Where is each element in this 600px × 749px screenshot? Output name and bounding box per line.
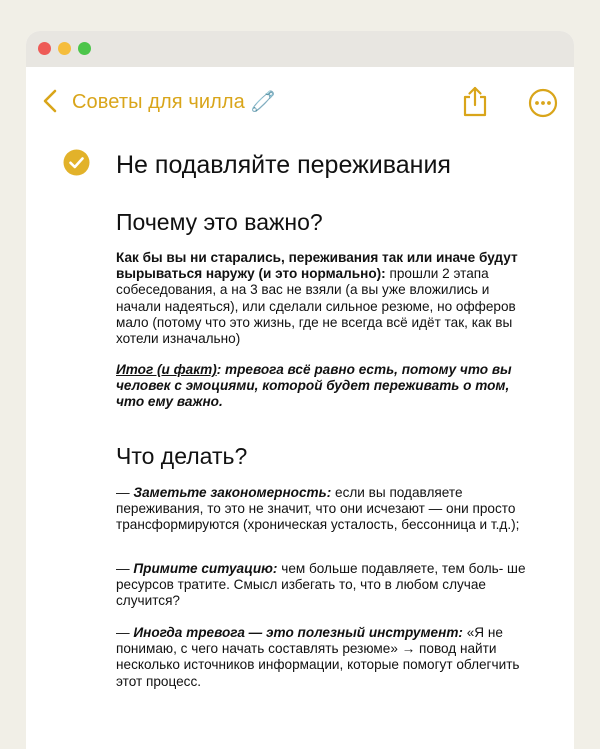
checkmark-circle-icon[interactable] xyxy=(63,149,90,176)
note-title: Не подавляйте переживания xyxy=(116,151,451,179)
minimize-window-button[interactable] xyxy=(58,42,71,55)
why-heading: Почему это важно? xyxy=(116,209,323,235)
tip-bold-text: Иногда тревога — это полезный инструмент: xyxy=(133,625,463,640)
summary-text: : тревога всё равно есть, потому что вы человек с эмоциями, которой будет переживать о том, что ему важно. xyxy=(116,362,512,410)
summary-label: Итог (и факт) xyxy=(116,362,217,377)
tip-dash: — xyxy=(116,561,134,576)
tip-bold-text: Заметьте закономерность: xyxy=(133,485,332,500)
close-window-button[interactable] xyxy=(38,42,51,55)
share-icon[interactable] xyxy=(460,85,490,117)
chevron-left-icon[interactable] xyxy=(40,88,62,114)
tip-item xyxy=(116,625,536,690)
tip-bold-text: Примите ситуацию: xyxy=(133,561,278,576)
title-bar xyxy=(26,31,574,67)
tip-dash: — xyxy=(116,485,134,500)
notes-window xyxy=(26,31,574,749)
what-heading: Что делать? xyxy=(116,443,248,469)
tip-text: «Я не понимаю, с чего начать составлять резюме» → повод найти несколько источников информации, которые помогут облегчить этот процесс. xyxy=(116,625,520,689)
tip-text: если вы подавляете переживания, то это не значит, что они исчезают — они просто трансформируются (хроническая усталость, бессонница и т.д.); xyxy=(116,485,520,533)
tip-dash: — xyxy=(116,625,134,640)
ellipsis-circle-icon[interactable] xyxy=(528,88,558,118)
why-text: прошли 2 этапа собеседования, а на 3 вас не взяли (а вы уже вложились и начали надеяться), или сделали сильное резюме, но офферов мало (потому что это жизнь, где не всегда всё идёт так, как вы хотели изначально) xyxy=(116,266,516,347)
folder-title[interactable]: Советы для чилла 🧷 xyxy=(72,91,276,113)
maximize-window-button[interactable] xyxy=(78,42,91,55)
summary-paragraph xyxy=(116,362,536,411)
notes-toolbar xyxy=(26,67,574,131)
tip-text: чем больше подавляете, тем боль- ше ресурсов тратите. Смысл избегать то, что в любом случае случится? xyxy=(116,561,526,609)
why-paragraph xyxy=(116,250,536,347)
why-bold-text: Как бы вы ни старались, переживания так или иначе будут вырываться наружу (и это нормально): xyxy=(116,250,518,282)
tip-item xyxy=(116,485,536,534)
tip-item xyxy=(116,561,536,610)
